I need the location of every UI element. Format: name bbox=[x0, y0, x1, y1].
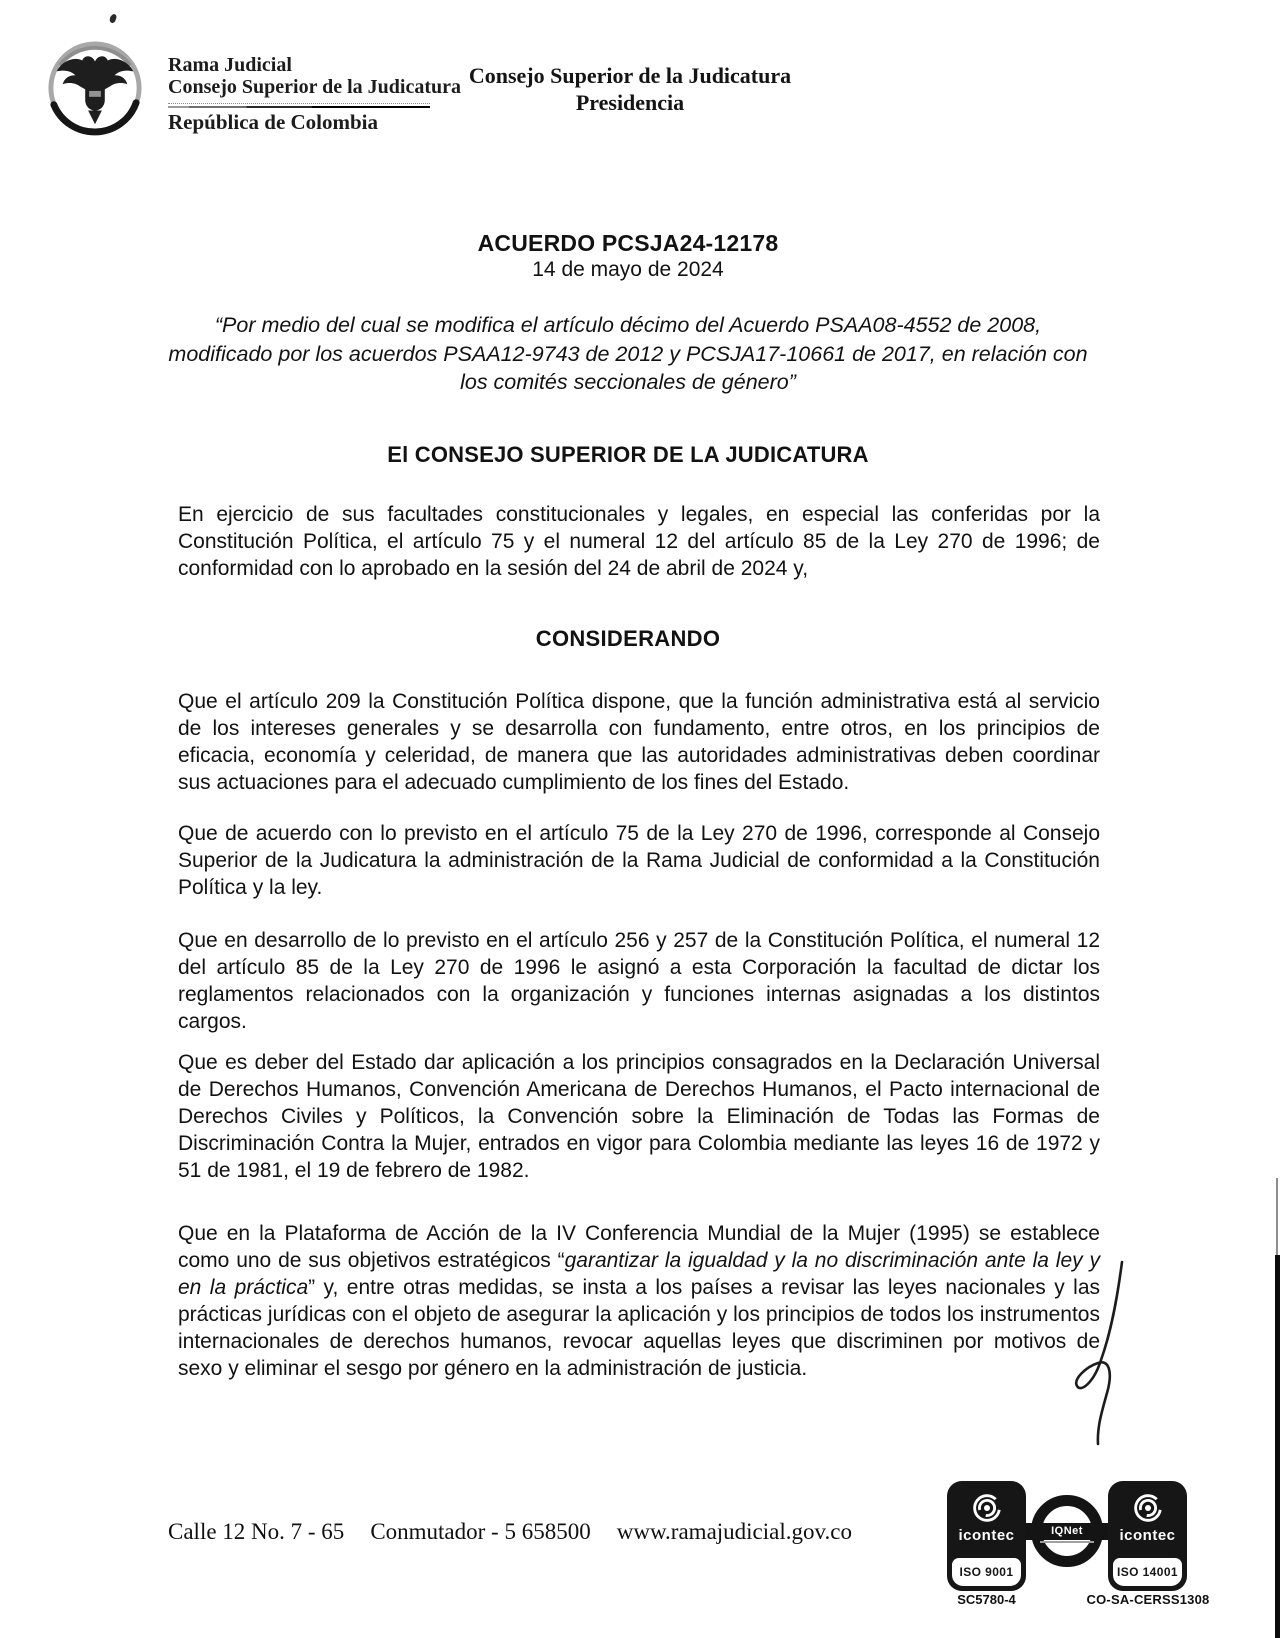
icontec-spiral-icon bbox=[968, 1489, 1006, 1527]
icontec-brand-label: icontec bbox=[1119, 1527, 1176, 1544]
office-header bbox=[360, 62, 900, 116]
scan-edge-artifact-soft bbox=[1276, 1178, 1278, 1258]
issuer-heading: El CONSEJO SUPERIOR DE LA JUDICATURA bbox=[387, 442, 869, 467]
paragraph-5-tail: ” y, entre otras medidas, se insta a los países a revisar las leyes nacionales y las prácticas jurídicas con el objeto de asegurar la aplicación y los principios de todos los instrumentos internacionales de derechos humanos, revocar aquellas leyes que discriminen por motivos de sexo y eliminar el sesgo por género en la administración de justicia. bbox=[178, 1276, 1100, 1380]
paragraph-5-text: Que en la Plataforma de Acción de la IV Conferencia Mundial de la Mujer (1995) se establece como uno de sus objetivos estratégicos “ bbox=[178, 1222, 1100, 1272]
certificate-code-sc5780: SC5780-4 bbox=[957, 1592, 1016, 1607]
icontec-spiral-icon bbox=[1129, 1489, 1167, 1527]
preamble-paragraph: En ejercicio de sus facultades constitucionales y legales, en especial las conferidas por la Constitución Política, el artículo 75 y el numeral 12 del artículo 85 de la Ley 270 de 1996; de conformidad con lo aprobado en la sesión del 24 de abril de 2024 y, bbox=[178, 503, 1100, 580]
certificate-code-cosa: CO-SA-CERSS1308 bbox=[1086, 1592, 1210, 1607]
footer-address: Calle 12 No. 7 - 65 bbox=[168, 1519, 345, 1544]
office-title: Consejo Superior de la Judicatura bbox=[468, 63, 792, 88]
footer-phone: Conmutador - 5 658500 bbox=[370, 1519, 591, 1544]
paragraph-5-quoted-italic: garantizar la igualdad y la no discriminación ante la ley y en la práctica bbox=[178, 1249, 1100, 1299]
considerando-paragraph-5 bbox=[178, 1220, 1100, 1382]
considerando-paragraph-4: Que es deber del Estado dar aplicación a los principios consagrados en la Declaración Universal de Derechos Humanos, Convención Americana de Derechos Humanos, el Pacto internacional de Derechos Civiles y Políticos, la Convención sobre la Eliminación de Todas las Formas de Discriminación Contra la Mujer, entrados en vigor para Colombia mediante las leyes 16 de 1972 y 51 de 1981, el 19 de febrero de 1982. bbox=[178, 1051, 1100, 1182]
considerando-paragraph-1: Que el artículo 209 la Constitución Política dispone, que la función administrativa está al servicio de los intereses generales y se desarrolla con fundamento, entre otros, en los principios de eficacia, economía y celeridad, de manera que las autoridades administrativas deben coordinar sus actuaciones para el adecuado cumplimiento de los fines del Estado. bbox=[178, 690, 1100, 794]
org-country-line: República de Colombia bbox=[168, 110, 379, 134]
footer-website: www.ramajudicial.gov.co bbox=[616, 1519, 852, 1544]
office-subtitle: Presidencia bbox=[575, 90, 685, 115]
iqnet-brand-label: IQNet bbox=[1026, 1523, 1108, 1540]
considerando-paragraph-2: Que de acuerdo con lo previsto en el artículo 75 de la Ley 270 de 1996, corresponde al Consejo Superior de la Judicatura la administración de la Rama Judicial de conformidad a la Constitución Política y la ley. bbox=[178, 822, 1100, 899]
icontec-iso14001-badge bbox=[1109, 1482, 1186, 1590]
scan-speck bbox=[109, 13, 117, 23]
document-title: ACUERDO PCSJA24-12178 bbox=[477, 230, 779, 256]
iso9001-label: ISO 9001 bbox=[952, 1558, 1021, 1586]
document-epigraph: “Por medio del cual se modifica el artículo décimo del Acuerdo PSAA08-4552 de 2008, modificado por los acuerdos PSAA12-9743 de 2012 y PCSJA17-10661 de 2017, en relación con los comités seccionales de género” bbox=[168, 313, 1088, 394]
considerando-heading: CONSIDERANDO bbox=[535, 626, 721, 651]
icontec-iso9001-badge bbox=[948, 1482, 1025, 1590]
org-name-line1: Rama Judicial bbox=[168, 54, 292, 76]
footer-contact-line bbox=[168, 1519, 928, 1545]
iqnet-tagline-rule bbox=[1040, 1541, 1094, 1543]
colombia-coat-of-arms-icon bbox=[46, 36, 144, 140]
document-date: 14 de mayo de 2024 bbox=[532, 258, 724, 281]
org-name-line2: Consejo Superior de la Judicatura bbox=[168, 76, 461, 98]
considerando-paragraph-3: Que en desarrollo de lo previsto en el artículo 256 y 257 de la Constitución Política, el numeral 12 del artículo 85 de la Ley 270 de 1996 le asignó a esta Corporación la facultad de dictar los reglamentos relacionados con la organización y funciones internas asignadas a los distintos cargos. bbox=[178, 929, 1100, 1033]
scan-edge-artifact bbox=[1275, 1255, 1280, 1638]
icontec-brand-label: icontec bbox=[958, 1527, 1015, 1544]
iso14001-label: ISO 14001 bbox=[1113, 1558, 1182, 1586]
